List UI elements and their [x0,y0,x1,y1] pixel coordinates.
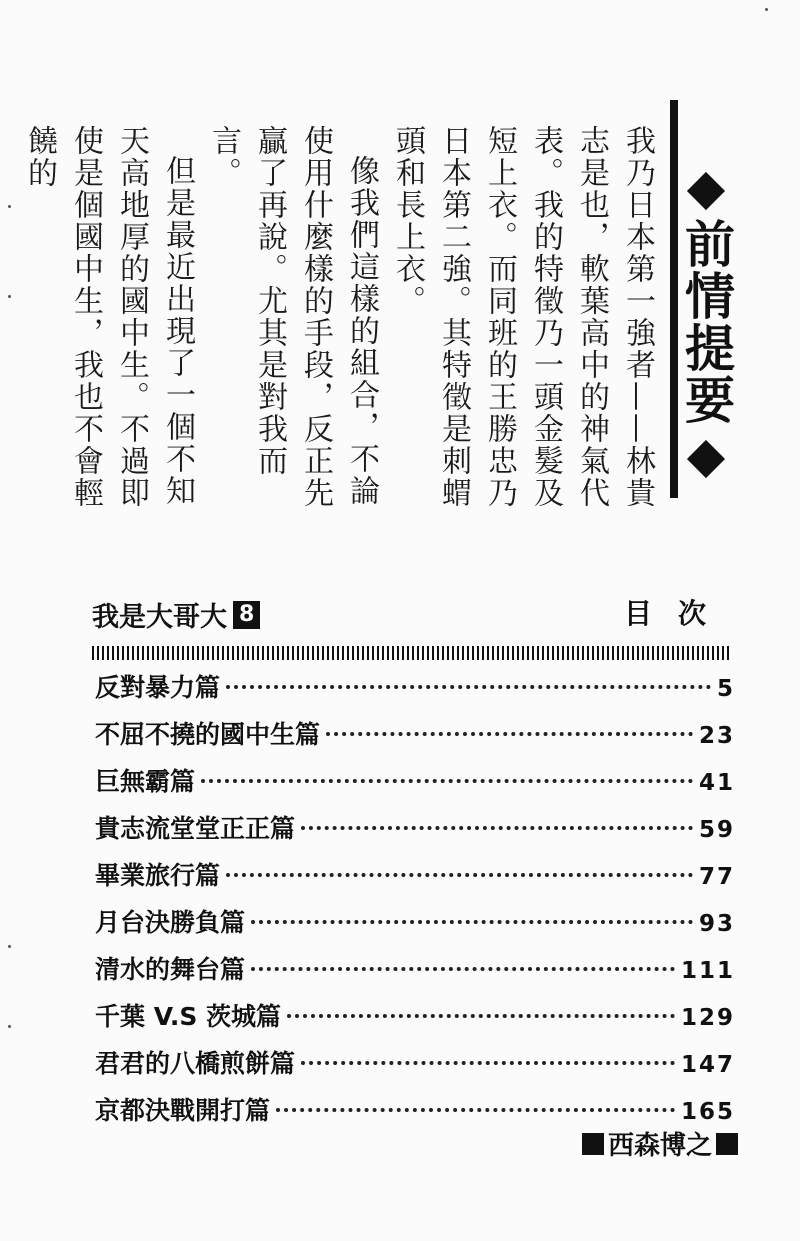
toc-entry-title: 千葉 V.S 茨城篇 [95,1002,282,1031]
toc-entry[interactable] [95,668,735,715]
scan-speck [765,8,768,11]
scan-speck [8,1025,11,1028]
toc-entry[interactable] [95,856,735,903]
toc-entry-page: 59 [698,817,735,843]
toc-entry-page: 111 [680,958,735,984]
decorative-rule [92,646,732,660]
toc-entry-title: 不屈不撓的國中生篇 [95,720,321,749]
recap-text [22,125,660,520]
toc-leader-dots [226,685,711,689]
toc-leader-dots [251,920,693,924]
toc-leader-dots [301,1061,675,1065]
toc-entry-page: 165 [680,1099,735,1125]
toc-leader-dots [326,732,693,736]
recap-title: ◆前情提要◆ [677,158,735,486]
toc-entry[interactable] [95,715,735,762]
scan-speck [8,205,11,208]
toc-entry-page: 147 [680,1052,735,1078]
toc-entry-title: 畢業旅行篇 [95,861,221,890]
toc-entry-title: 京都決戰開打篇 [95,1096,271,1125]
toc-entry[interactable] [95,762,735,809]
toc-entry-title: 月台決勝負篇 [95,908,246,937]
toc-entry-page: 5 [716,676,735,702]
toc-leader-dots [201,779,693,783]
toc-entry-page: 41 [698,770,735,796]
toc-entry[interactable] [95,950,735,997]
scan-speck [8,945,11,948]
toc-leader-dots [301,826,693,830]
toc-entry-page: 93 [698,911,735,937]
toc-entry[interactable] [95,1044,735,1091]
contents-label: 目次 [623,597,732,630]
toc-entry-title: 清水的舞台篇 [95,955,246,984]
scan-speck [8,295,11,298]
toc-list [95,668,735,1138]
toc-entry-title: 貴志流堂堂正正篇 [95,814,296,843]
toc-entry-title: 巨無霸篇 [95,767,196,796]
toc-entry-title: 反對暴力篇 [95,673,221,702]
toc-entry-page: 77 [698,864,735,890]
volume-badge: 8 [233,601,260,629]
author-name: 西森博之 [607,1131,712,1161]
toc-entry[interactable] [95,809,735,856]
recap-paragraph: 像我們這樣的組合，不論使用什麼樣的手段，反正先贏了再說。尤其是對我而言。 [206,125,379,509]
toc-entry[interactable] [95,903,735,950]
black-square-icon [716,1133,738,1155]
toc-leader-dots [251,967,675,971]
toc-entry-page: 129 [680,1005,735,1031]
series-title-text: 我是大哥大 [92,602,227,633]
toc-entry-page: 23 [698,723,735,749]
recap-paragraph: 但是最近出現了一個不知天高地厚的國中生。不過即使是個國中生，我也不會輕饒的 [22,125,195,509]
toc-leader-dots [287,1014,675,1018]
toc-entry[interactable] [95,997,735,1044]
toc-leader-dots [276,1108,675,1112]
toc-leader-dots [226,873,693,877]
black-square-icon [582,1133,604,1155]
series-title [92,595,260,634]
recap-paragraph: 我乃日本第一強者——林貴志是也，軟葉高中的神氣代表。我的特徵乃一頭金髮及短上衣。而同班的王勝忠乃日本第二強。其特徵是刺蝟頭和長上衣。 [390,125,655,509]
author-credit [582,1125,738,1162]
toc-entry-title: 君君的八橋煎餅篇 [95,1049,296,1078]
